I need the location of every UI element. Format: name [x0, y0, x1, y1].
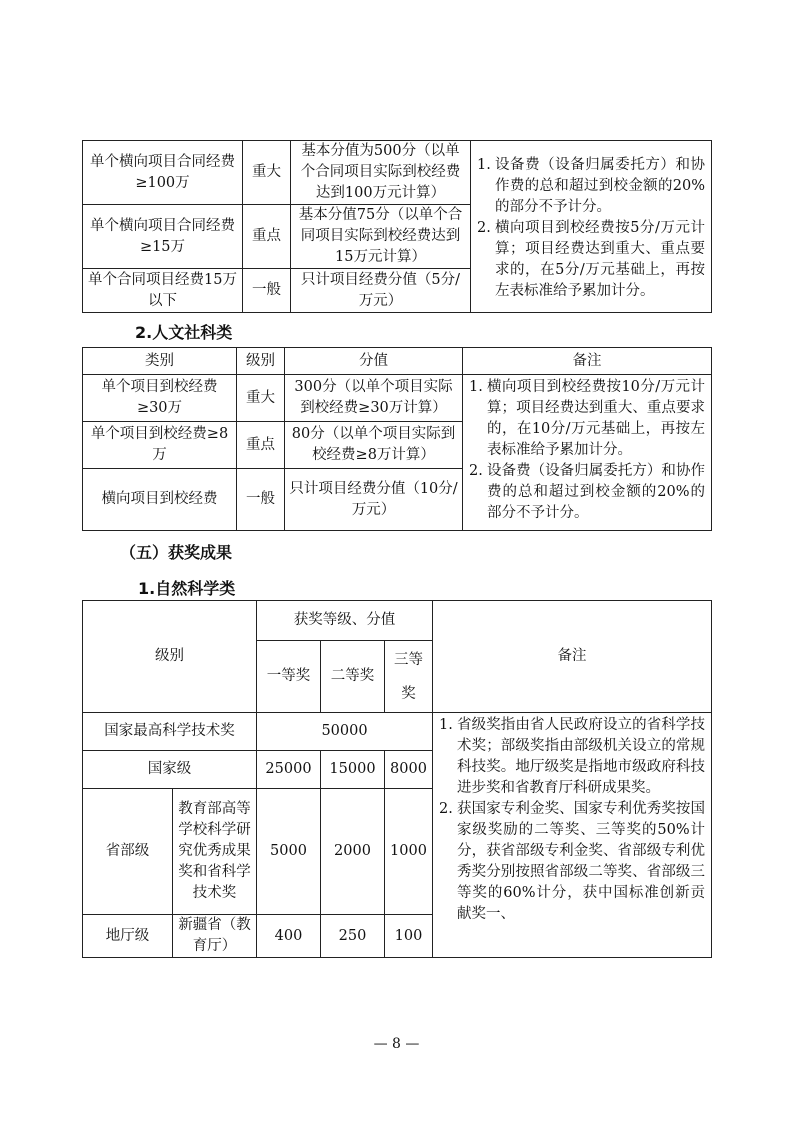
score-cell: 只计项目经费分值（5分/万元） [291, 269, 471, 313]
third-value-cell: 8000 [385, 751, 433, 789]
score-cell: 只计项目经费分值（10分/万元） [285, 469, 463, 531]
header-second-prize: 二等奖 [321, 641, 385, 713]
third-value-cell: 100 [385, 915, 433, 958]
header-score: 分值 [285, 348, 463, 375]
score-cell: 基本分值为500分（以单个合同项目实际到校经费达到100万元计算） [291, 141, 471, 205]
first-value-cell: 25000 [257, 751, 321, 789]
note-item: 1. 设备费（设备归属委托方）和协作费的总和超过到校金额的20%的部分不予计分。 [477, 157, 705, 215]
category-cell: 单个横向项目合同经费≥100万 [83, 141, 243, 205]
category-cell: 单个横向项目合同经费≥15万 [83, 205, 243, 269]
note-item: 2. 设备费（设备归属委托方）和协作费的总和超过到校金额的20%的部分不予计分。 [469, 463, 705, 521]
level-cell: 一般 [237, 469, 285, 531]
table-header-row [83, 348, 712, 375]
level-cell: 重大 [237, 375, 285, 422]
header-grade: 获奖等级、分值 [257, 601, 433, 641]
notes-cell [433, 713, 712, 958]
table-header-row [83, 601, 712, 641]
second-value-cell: 250 [321, 915, 385, 958]
category-cell: 单个合同项目经费15万以下 [83, 269, 243, 313]
header-category: 类别 [83, 348, 237, 375]
award-sub-cell: 新疆省（教育厅） [173, 915, 257, 958]
section-heading-awards: （五）获奖成果 [120, 543, 233, 562]
award-value-cell: 50000 [257, 713, 433, 751]
header-third-prize: 三等奖 [385, 641, 433, 713]
section-heading-social: 2.人文社科类 [135, 323, 233, 342]
table-row [83, 713, 712, 751]
first-value-cell: 400 [257, 915, 321, 958]
awards-table [82, 600, 712, 958]
section-heading-natural: 1.自然科学类 [138, 579, 236, 598]
table-row [83, 141, 712, 205]
first-value-cell: 5000 [257, 789, 321, 915]
third-value-cell: 1000 [385, 789, 433, 915]
award-sub-cell: 教育部高等学校科学研究优秀成果奖和省科学技术奖 [173, 789, 257, 915]
award-name-cell: 国家最高科学技术奖 [83, 713, 257, 751]
score-cell: 80分（以单个项目实际到校经费≥8万计算） [285, 422, 463, 469]
second-value-cell: 15000 [321, 751, 385, 789]
table-row [83, 375, 712, 422]
award-name-cell: 国家级 [83, 751, 257, 789]
award-name-cell: 省部级 [83, 789, 173, 915]
header-note: 备注 [433, 601, 712, 713]
level-cell: 重点 [243, 205, 291, 269]
note-item: 1. 横向项目到校经费按10分/万元计算；项目经费达到重大、重点要求的，在10分/万元基础上，再按左表标准给予累加计分。 [469, 379, 705, 458]
level-cell: 一般 [243, 269, 291, 313]
score-cell: 基本分值75分（以单个合同项目实际到校经费达到15万元计算） [291, 205, 471, 269]
page-number: — 8 — [373, 1036, 420, 1052]
award-name-cell: 地厅级 [83, 915, 173, 958]
header-level: 级别 [237, 348, 285, 375]
category-cell: 单个项目到校经费≥8万 [83, 422, 237, 469]
horizontal-project-table [82, 140, 712, 313]
level-cell: 重大 [243, 141, 291, 205]
header-first-prize: 一等奖 [257, 641, 321, 713]
notes-cell [471, 141, 712, 313]
category-cell: 横向项目到校经费 [83, 469, 237, 531]
notes-cell [463, 375, 712, 531]
note-item: 2. 获国家专利金奖、国家专利优秀奖按国家级奖励的二等奖、三等奖的50%计分，获省部级专利金奖、省部级专利优秀奖分别按照省部级二等奖、省部级三等奖的60%计分，获中国标准创新贡献奖一、 [439, 801, 706, 922]
second-value-cell: 2000 [321, 789, 385, 915]
note-item: 2. 横向项目到校经费按5分/万元计算；项目经费达到重大、重点要求的，在5分/万元基础上，再按左表标准给予累加计分。 [477, 220, 705, 299]
category-cell: 单个项目到校经费≥30万 [83, 375, 237, 422]
header-note: 备注 [463, 348, 712, 375]
social-science-table [82, 347, 712, 531]
score-cell: 300分（以单个项目实际到校经费≥30万计算） [285, 375, 463, 422]
note-item: 1. 省级奖指由省人民政府设立的省科学技术奖；部级奖指由部级机关设立的常规科技奖。地厅级奖是指地市级政府科技进步奖和省教育厅科研成果奖。 [439, 717, 706, 796]
level-cell: 重点 [237, 422, 285, 469]
header-level: 级别 [83, 601, 257, 713]
